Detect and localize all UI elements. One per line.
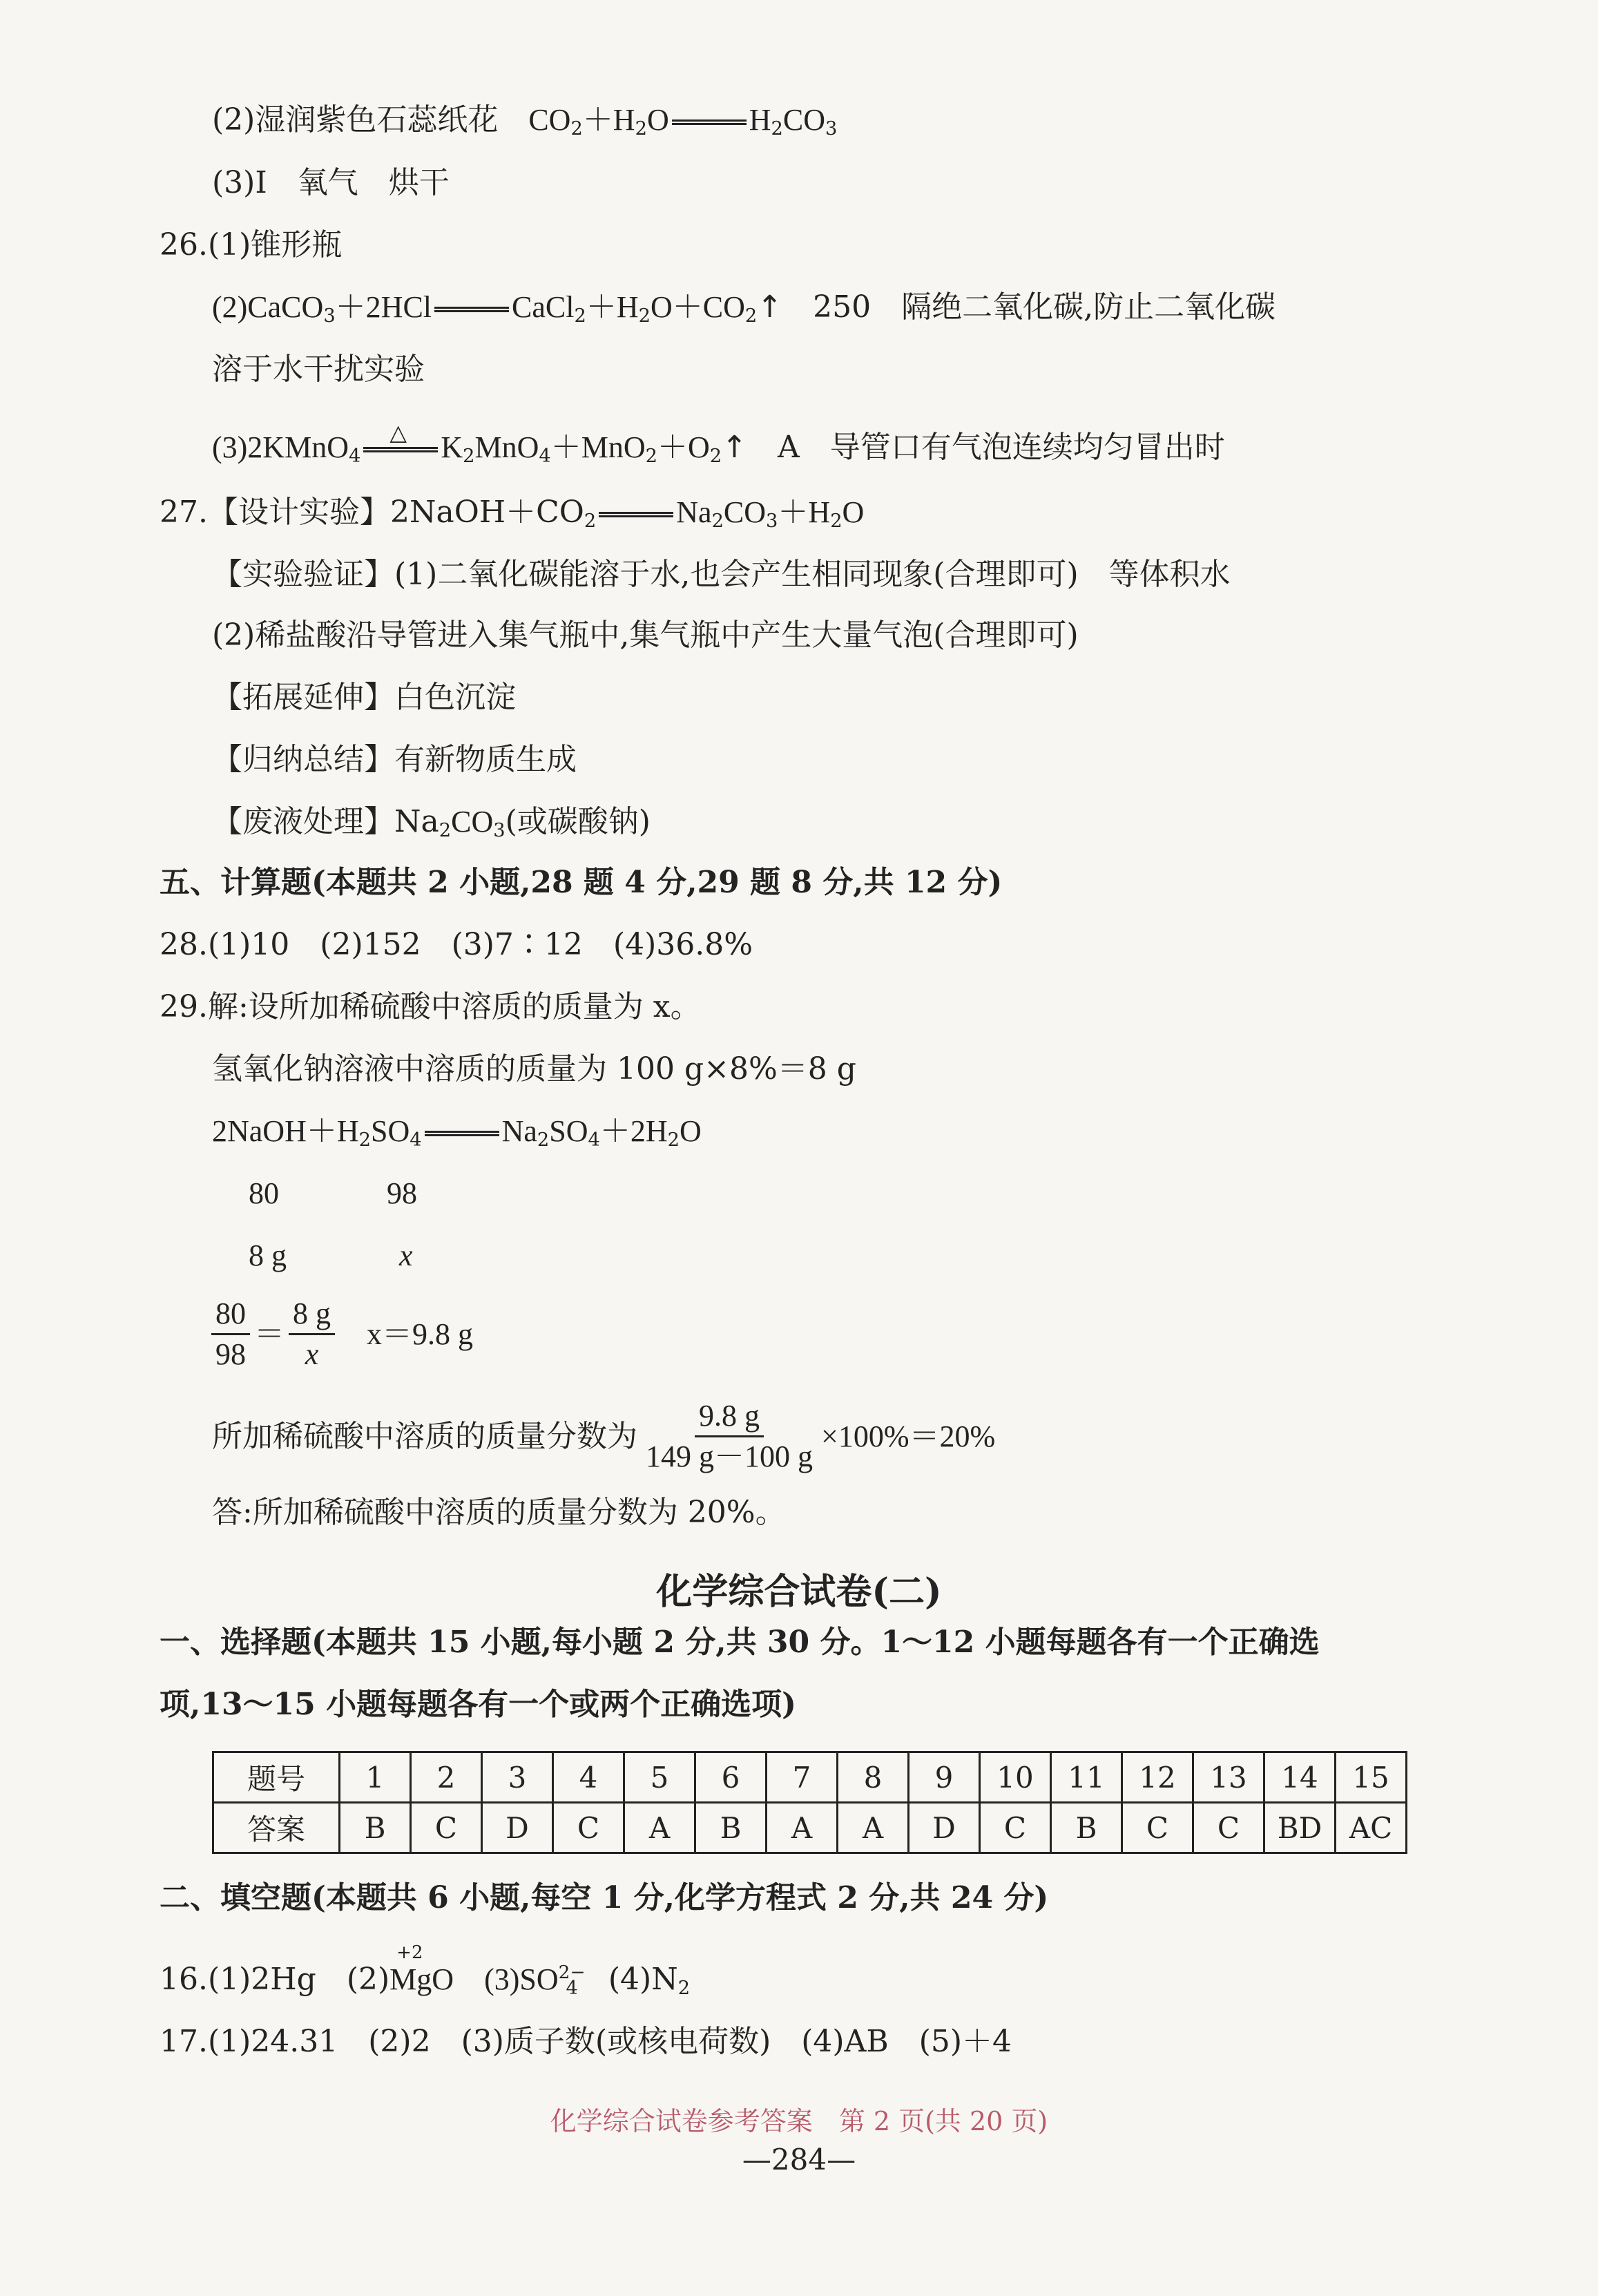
equation-equals-sign <box>425 1131 499 1136</box>
equation-equals-sign <box>599 512 673 517</box>
section-1-heading: 一、选择题(本题共 15 小题,每小题 2 分,共 30 分。1～12 小题每题各有一个正确选 <box>160 1625 1320 1660</box>
proportion-line: $\frac{80}{98}$ ＝ $\frac{8 g}{x}$ x＝9.8 g <box>207 1299 473 1370</box>
answer-16: 16.(1)2Hg (2) +2 MgO $(3)SO^{2-}_4$ $(4)N_2$ <box>160 1942 691 1999</box>
page-title: 化学综合试卷(二) <box>656 1571 942 1613</box>
table-cell: 2 <box>411 1752 482 1803</box>
answer-28: 28.(1)10 (2)152 (3)7∶12 (4)36.8% <box>160 927 753 962</box>
table-cell: 3 <box>482 1752 553 1803</box>
relative-mass-naoh: 80 <box>249 1176 279 1210</box>
gas-arrow-icon: ↑ <box>722 430 748 465</box>
table-row <box>213 1752 1407 1803</box>
table-row <box>213 1803 1407 1853</box>
table-cell: C <box>553 1803 624 1853</box>
section-2-heading: 二、填空题(本题共 6 小题,每空 1 分,化学方程式 2 分,共 24 分) <box>160 1880 1049 1915</box>
table-cell: 13 <box>1193 1752 1264 1803</box>
fraction: $\frac{80}{98}$ <box>211 1299 250 1370</box>
table-header-cell: 答案 <box>213 1803 340 1853</box>
table-cell: C <box>411 1803 482 1853</box>
table-cell: 8 <box>838 1752 909 1803</box>
table-cell: 12 <box>1122 1752 1193 1803</box>
answer-27-design: 27.【设计实验】$2NaOH+CO_2$ $Na_2CO_3+H_2O$ <box>160 495 865 532</box>
section-5-heading: 五、计算题(本题共 2 小题,28 题 4 分,29 题 8 分,共 12 分) <box>160 865 1003 900</box>
unknown-mass-x: x <box>399 1238 413 1272</box>
table-cell: 7 <box>767 1752 838 1803</box>
equation-equals-sign <box>434 307 509 312</box>
answer-29-setup: 29.解:设所加稀硫酸中溶质的质量为 x。 <box>160 989 701 1024</box>
heat-triangle-icon: △ <box>389 419 407 446</box>
table-cell: 15 <box>1336 1752 1407 1803</box>
table-cell: 14 <box>1264 1752 1336 1803</box>
equation-heat-condition <box>363 419 438 452</box>
table-cell: B <box>1051 1803 1122 1853</box>
table-cell: 6 <box>695 1752 767 1803</box>
actual-mass-naoh: 8 g <box>249 1238 287 1272</box>
answer-27-extend: 【拓展延伸】白色沉淀 <box>212 680 516 715</box>
answer-27-summary: 【归纳总结】有新物质生成 <box>212 742 577 777</box>
answer-27-verify-2: (2)稀盐酸沿导管进入集气瓶中,集气瓶中产生大量气泡(合理即可) <box>212 618 1079 653</box>
page-footer: 化学综合试卷参考答案 第 2 页(共 20 页) <box>550 2106 1048 2136</box>
table-cell: BD <box>1264 1803 1336 1853</box>
answer-26-2: (2)CaCO$_3$＋2HCl $CaCl_2+H_2O+CO_2↑$ 250 隔绝二氧化碳,防止二氧化碳 <box>212 289 1276 327</box>
equation-equals-sign <box>672 119 747 125</box>
table-cell: 10 <box>980 1752 1051 1803</box>
table-cell: 1 <box>340 1752 411 1803</box>
table-cell: 9 <box>909 1752 980 1803</box>
table-cell: C <box>1122 1803 1193 1853</box>
answer-17: 17.(1)24.31 (2)2 (3)质子数(或核电荷数) (4)AB (5)＋4 <box>160 2024 1012 2059</box>
answer-27-waste: 【废液处理】$Na_2CO_3$(或碳酸钠) <box>212 804 651 841</box>
answer-27-verify-1: 【实验验证】(1)二氧化碳能溶于水,也会产生相同现象(合理即可) 等体积水 <box>212 557 1231 592</box>
relative-mass-h2so4: 98 <box>387 1176 417 1210</box>
table-cell: A <box>838 1803 909 1853</box>
table-cell: B <box>340 1803 411 1853</box>
mass-fraction-line: 所加稀硫酸中溶质的质量分数为 $\frac{9.8 g}{149 g-100 g}$ ×100%＝20% <box>212 1399 996 1473</box>
answer-29-equation: $2NaOH+H_2SO_4$ $Na_2SO_4+2H_2O$ <box>212 1114 702 1151</box>
table-cell: 4 <box>553 1752 624 1803</box>
table-cell: D <box>482 1803 553 1853</box>
table-cell: 5 <box>624 1752 695 1803</box>
answer-table <box>212 1751 1407 1854</box>
table-cell: AC <box>1336 1803 1407 1853</box>
answer-25-2: (2)湿润紫色石蕊纸花 $CO_2+H_2O$ $H_2CO_3$ <box>212 102 838 140</box>
fraction: $\frac{9.8 g}{149 g-100 g}$ <box>646 1399 813 1473</box>
answer-29-naoh-mass: 氢氧化钠溶液中溶质的质量为 100 g×8%＝8 g <box>212 1051 856 1087</box>
table-cell: A <box>767 1803 838 1853</box>
table-cell: A <box>624 1803 695 1853</box>
table-cell: C <box>980 1803 1051 1853</box>
table-cell: D <box>909 1803 980 1853</box>
table-cell: B <box>695 1803 767 1853</box>
fraction: $\frac{8 g}{x}$ <box>289 1299 335 1370</box>
answer-29-conclusion: 答:所加稀硫酸中溶质的质量分数为 20%。 <box>212 1495 786 1530</box>
gas-arrow-icon: ↑ <box>757 289 783 325</box>
section-1-heading-cont: 项,13～15 小题每题各有一个或两个正确选项) <box>160 1687 796 1722</box>
table-cell: 11 <box>1051 1752 1122 1803</box>
table-cell: C <box>1193 1803 1264 1853</box>
valence-annotation: +2 Mg <box>389 1942 432 1996</box>
answer-25-3: (3)Ⅰ 氧气 烘干 <box>212 165 450 200</box>
table-header-cell: 题号 <box>213 1752 340 1803</box>
answer-26-1: 26.(1)锥形瓶 <box>160 227 343 262</box>
page-number: —284— <box>742 2143 856 2177</box>
answer-26-2-cont: 溶于水干扰实验 <box>212 352 425 387</box>
answer-26-3: (3)2KMnO$_4$ △ $K_2MnO_4+MnO_2+O_2↑$ A 导管口有气泡连续均匀冒出时 <box>212 419 1225 467</box>
